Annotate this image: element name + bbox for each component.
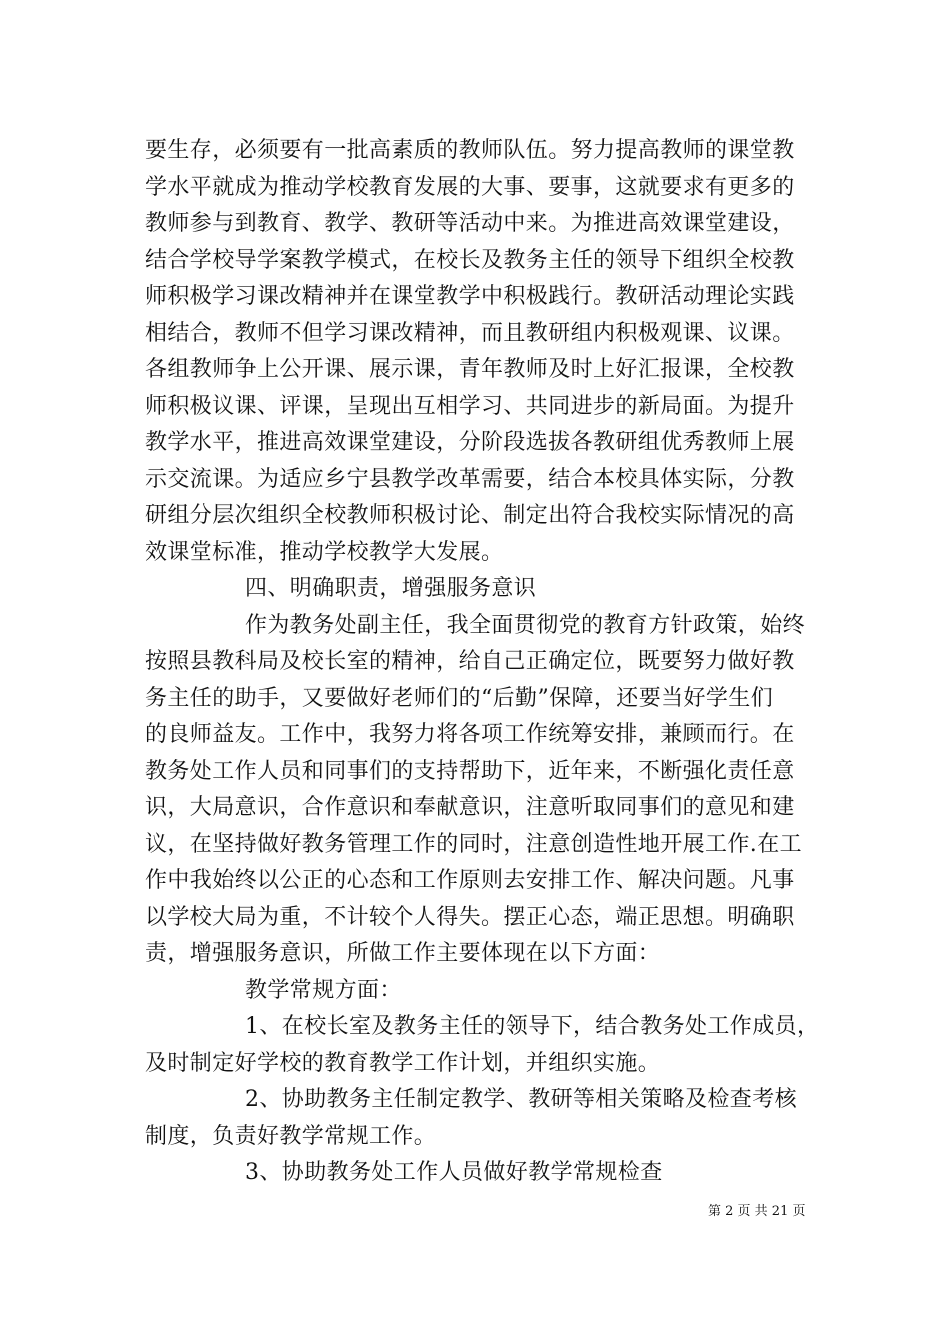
list-item: 3、协助教务处工作人员做好教学常规检查: [245, 1160, 663, 1185]
paragraph-line: 教师参与到教育、教学、教研等活动中来。为推进高效课堂建设，: [145, 211, 795, 236]
paragraph-line: 相结合，教师不但学习课改精神，而且教研组内积极观课、议课。: [145, 321, 795, 346]
paragraph-line: 师积极议课、评课，呈现出互相学习、共同进步的新局面。为提升: [145, 394, 795, 419]
paragraph-line: 的良师益友。工作中，我努力将各项工作统筹安排，兼顾而行。在: [145, 722, 795, 747]
paragraph-line: 教务处工作人员和同事们的支持帮助下，近年来，不断强化责任意: [145, 759, 795, 784]
paragraph-line: 示交流课。为适应乡宁县教学改革需要，结合本校具体实际，分教: [145, 467, 795, 492]
paragraph-line: 制度，负责好教学常规工作。: [145, 1124, 437, 1149]
paragraph-line: 效课堂标准，推动学校教学大发展。: [145, 540, 504, 565]
list-item: 1、在校长室及教务主任的领导下，结合教务处工作成员，: [245, 1014, 820, 1039]
paragraph-line: 按照县教科局及校长室的精神，给自己正确定位，既要努力做好教: [145, 649, 795, 674]
paragraph-line: 各组教师争上公开课、展示课，青年教师及时上好汇报课，全校教: [145, 357, 795, 382]
list-item: 2、协助教务主任制定教学、教研等相关策略及检查考核: [245, 1087, 797, 1112]
page-number: 第 2 页 共 21 页: [708, 1204, 806, 1219]
section-heading: 四、明确职责，增强服务意识: [245, 576, 537, 601]
paragraph-line: 要生存，必须要有一批高素质的教师队伍。努力提高教师的课堂教: [145, 138, 795, 163]
paragraph-line: 师积极学习课改精神并在课堂教学中积极践行。教研活动理论实践: [145, 284, 795, 309]
paragraph-line: 结合学校导学案教学模式，在校长及教务主任的领导下组织全校教: [145, 248, 795, 273]
paragraph-line: 识，大局意识，合作意识和奉献意识，注意听取同事们的意见和建: [145, 795, 795, 820]
paragraph-line: 责，增强服务意识，所做工作主要体现在以下方面：: [145, 941, 661, 966]
paragraph-line: 以学校大局为重，不计较个人得失。摆正心态，端正思想。明确职: [145, 905, 795, 930]
paragraph-line: 作为教务处副主任，我全面贯彻党的教育方针政策，始终: [245, 613, 806, 638]
paragraph-line: 务主任的助手，又要做好老师们的“后勤”保障，还要当好学生们: [145, 686, 774, 711]
paragraph-line: 研组分层次组织全校教师积极讨论、制定出符合我校实际情况的高: [145, 503, 795, 528]
paragraph-line: 学水平就成为推动学校教育发展的大事、要事，这就要求有更多的: [145, 175, 795, 200]
paragraph-line: 议，在坚持做好教务管理工作的同时，注意创造性地开展工作.在工: [145, 832, 802, 857]
paragraph-line: 及时制定好学校的教育教学工作计划，并组织实施。: [145, 1051, 661, 1076]
paragraph-line: 教学水平，推进高效课堂建设，分阶段选拔各教研组优秀教师上展: [145, 430, 795, 455]
subsection-heading: 教学常规方面：: [245, 978, 402, 1003]
paragraph-line: 作中我始终以公正的心态和工作原则去安排工作、解决问题。凡事: [145, 868, 795, 893]
